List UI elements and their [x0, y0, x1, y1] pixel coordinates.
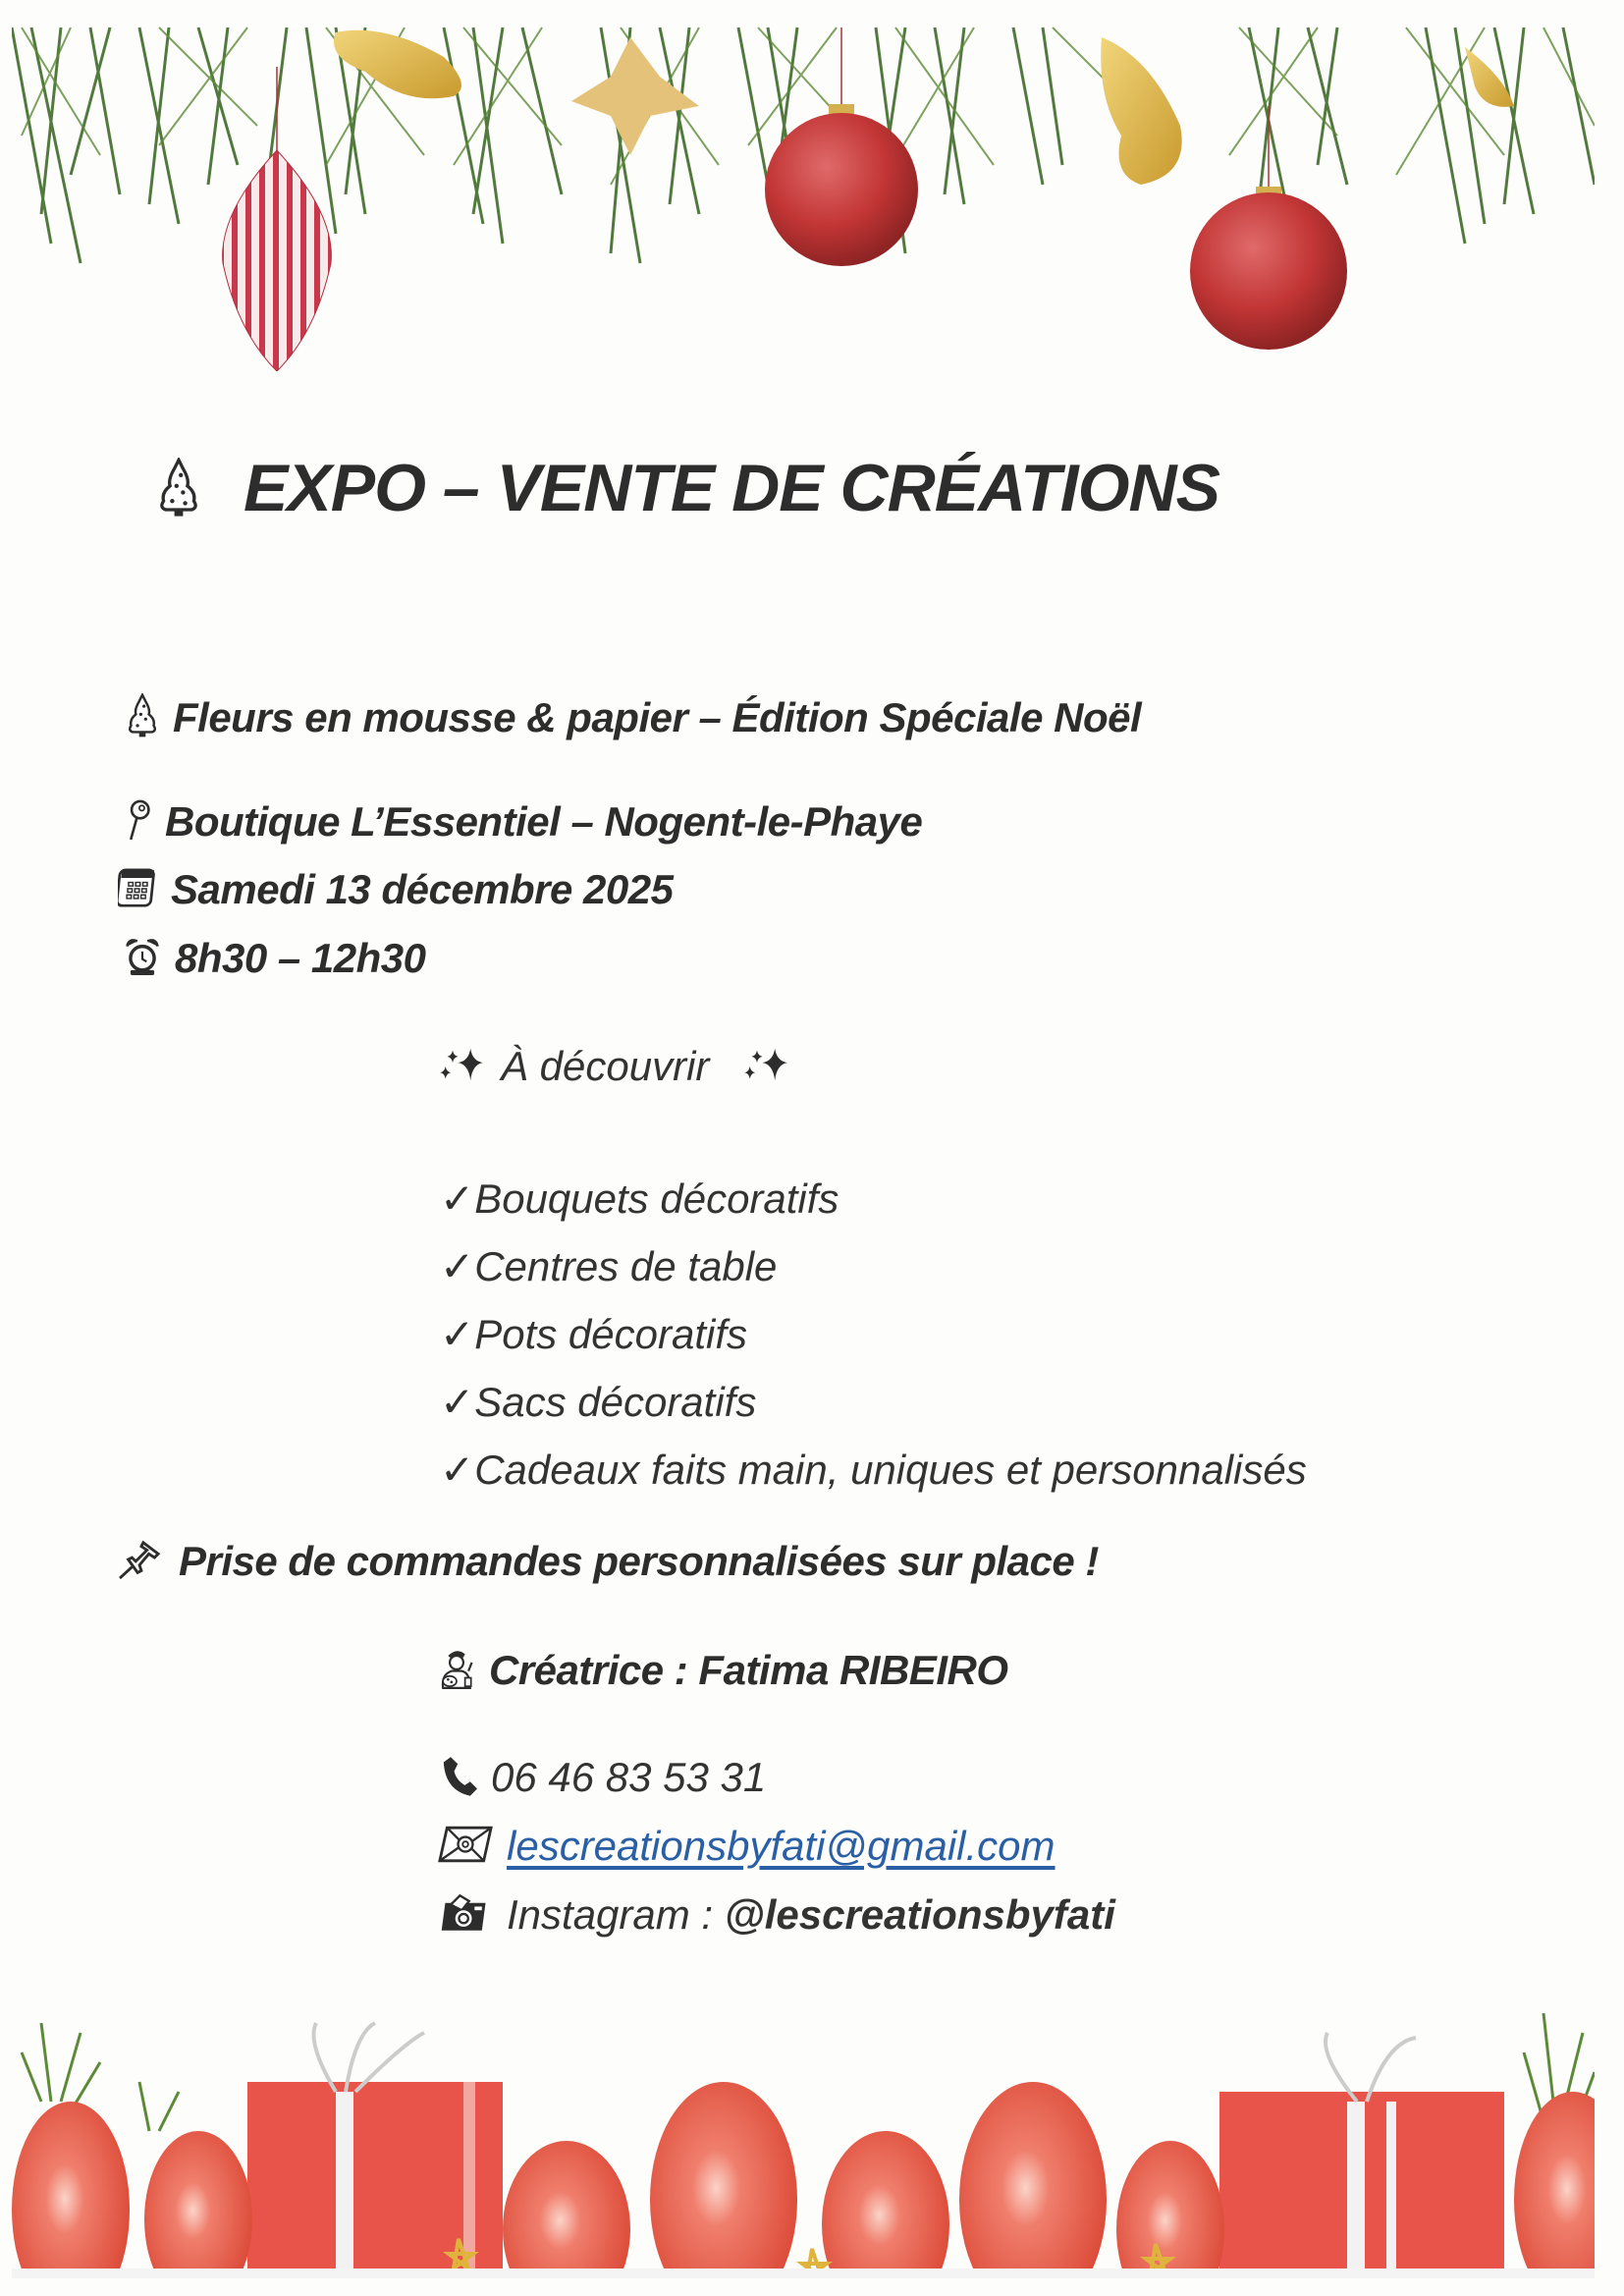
orders-notice-text: Prise de commandes personnalisées sur place ! [179, 1538, 1099, 1584]
calendar-icon [118, 866, 157, 919]
list-item-text: Sacs décoratifs [474, 1379, 757, 1425]
phone-text[interactable]: 06 46 83 53 31 [491, 1754, 767, 1800]
subtitle-text: Fleurs en mousse & papier – Édition Spéciale Noël [173, 694, 1142, 741]
gold-bell-decoration [1101, 37, 1182, 185]
creator-text: Créatrice : Fatima RIBEIRO [489, 1647, 1008, 1694]
date-text: Samedi 13 décembre 2025 [171, 866, 674, 913]
contact-email [438, 1823, 1056, 1873]
creator-line [438, 1646, 1008, 1701]
check-icon: ✓ [440, 1243, 475, 1289]
phone-icon [442, 1755, 477, 1806]
check-icon: ✓ [440, 1447, 475, 1493]
gifts-ornaments-decoration [12, 1984, 1595, 2278]
hours-text: 8h30 – 12h30 [175, 935, 426, 982]
pushpin-icon [116, 1539, 165, 1590]
gold-star-decoration [571, 37, 699, 155]
event-location [126, 797, 922, 852]
orders-notice [116, 1538, 1099, 1590]
christmas-tree-icon [157, 458, 214, 534]
location-text: Boutique L’Essentiel – Nogent-le-Phaye [165, 798, 923, 846]
sparkles-icon [438, 1045, 487, 1094]
discover-heading [438, 1043, 805, 1094]
envelope-icon [438, 1826, 493, 1873]
list-item-text: Cadeaux faits main, uniques et personnalisés [474, 1447, 1307, 1493]
list-item [440, 1242, 777, 1290]
flyer-subtitle [126, 693, 1141, 748]
alarm-clock-icon [124, 935, 161, 988]
instagram-handle[interactable]: @lescreationsbyfati [724, 1891, 1115, 1938]
event-hours [124, 935, 426, 988]
discover-heading-text: À découvrir [501, 1043, 710, 1089]
list-item [440, 1310, 747, 1358]
list-item [440, 1446, 1307, 1494]
sparkles-icon [742, 1045, 791, 1094]
list-item [440, 1378, 756, 1426]
list-item-text: Centres de table [474, 1243, 778, 1289]
red-ornament-decoration [765, 113, 918, 266]
event-date [118, 866, 674, 919]
check-icon: ✓ [440, 1379, 475, 1425]
title-text: EXPO – VENTE DE CRÉATIONS [244, 451, 1219, 525]
pin-icon [126, 797, 151, 852]
instagram-label: Instagram : [507, 1891, 725, 1938]
pine-garland-decoration [12, 18, 1595, 371]
striped-ornament-decoration [223, 150, 332, 371]
christmas-tree-icon [126, 693, 159, 748]
contact-instagram [438, 1891, 1115, 1942]
email-link[interactable]: lescreationsbyfati@gmail.com [507, 1823, 1056, 1869]
contact-phone [442, 1754, 766, 1806]
artist-icon [438, 1646, 475, 1701]
red-ornament-decoration [1190, 192, 1347, 350]
gold-bell-decoration [334, 30, 461, 98]
list-item-text: Pots décoratifs [474, 1311, 748, 1357]
list-item [440, 1175, 839, 1223]
list-item-text: Bouquets décoratifs [474, 1175, 839, 1222]
flyer-title [157, 450, 1219, 534]
camera-icon [438, 1893, 493, 1942]
check-icon: ✓ [440, 1311, 475, 1357]
check-icon: ✓ [440, 1175, 475, 1222]
